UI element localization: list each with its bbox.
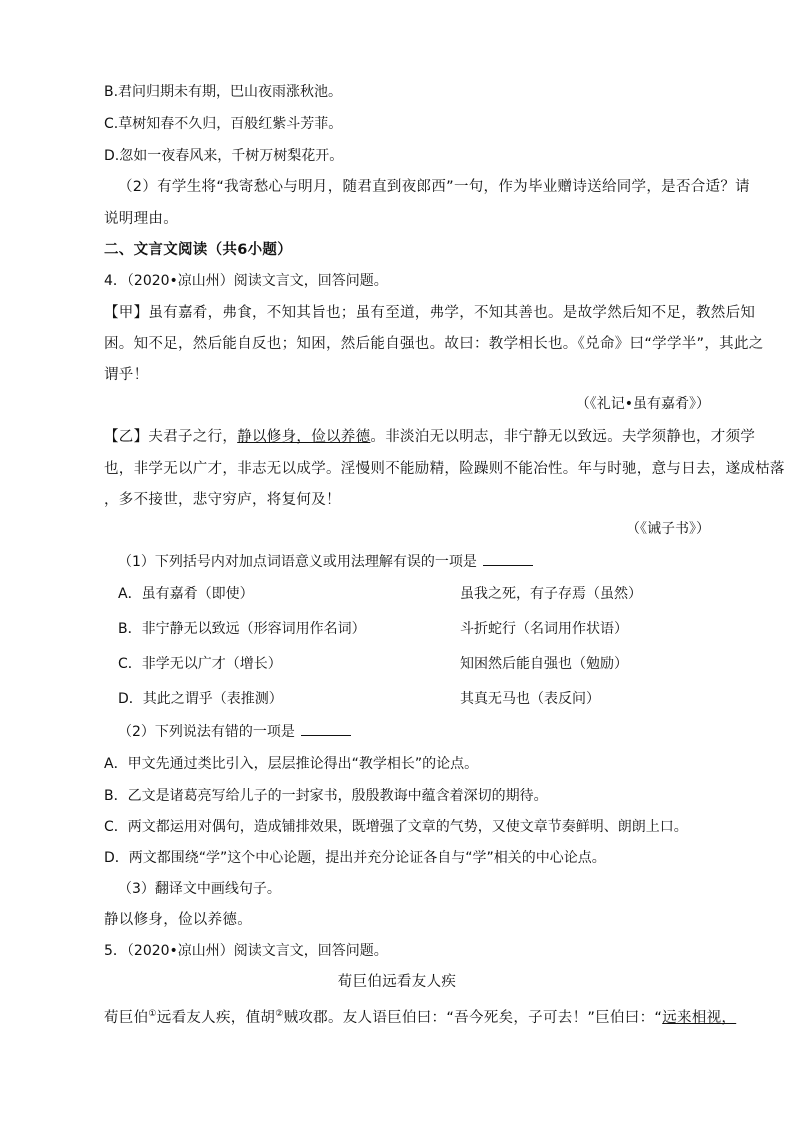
q4-yi-line2: 也，非学无以广才，非志无以成学。淫慢则不能励精，险躁则不能冶性。年与时驰，意与日去，遂成枯落 xyxy=(104,461,785,477)
q4-sub2-question xyxy=(118,721,351,742)
q4-yi-source: （《诫子书》） xyxy=(626,521,710,537)
q4-jia-line2: 困。知不足，然后能自反也；知困，然后能自强也。故曰：教学相长也。《兑命》曰“学学半”，其此之 xyxy=(104,336,764,352)
q4-sub2-question-text: （2）下列说法有错的一项是 xyxy=(118,724,295,740)
q3-option-c: C.草树知春不久归，百般红紫斗芳菲。 xyxy=(104,116,343,132)
q4-yi-line1-post: 。非淡泊无以明志，非宁静无以致远。夫学须静也，才须学 xyxy=(370,429,756,445)
q5-underlined-sentence: 远来相视， xyxy=(662,1009,737,1026)
q4-sub1-question xyxy=(118,551,533,572)
q4-jia-source: （《礼记•虽有嘉肴》） xyxy=(575,396,710,412)
q3-sub2-line1: （2）有学生将“我寄愁心与明月，随君直到夜郎西”一句，作为毕业赠诗送给同学，是否合适？请 xyxy=(118,179,750,195)
q5-line1-a: 荀巨伯 xyxy=(104,1009,149,1026)
q4-yi-line3: ，多不接世，悲守穷庐，将复何及！ xyxy=(104,492,341,508)
q4-sub3-sentence: 静以修身，俭以养德。 xyxy=(104,912,252,928)
footnote-marker-2: ② xyxy=(275,1009,284,1019)
q4-sub1-question-text: （1）下列括号内对加点词语意义或用法理解有误的一项是 xyxy=(118,554,477,570)
q4-jia-line1: 【甲】虽有嘉肴，弗食，不知其旨也；虽有至道，弗学，不知其善也。是故学然后知不足，教然后知 xyxy=(104,305,756,321)
q4-yi-line1-pre: 【乙】夫君子之行， xyxy=(104,429,238,445)
answer-blank xyxy=(301,721,351,736)
q4-sub1-option-d-left: D．其此之谓乎（表推测） xyxy=(118,691,283,707)
q4-yi-line1 xyxy=(104,427,755,447)
q4-sub2-option-d: D．两文都围绕“学”这个中心论题，提出并充分论证各自与“学”相关的中心论点。 xyxy=(104,850,606,866)
q3-option-d: D.忽如一夜春风来，千树万树梨花开。 xyxy=(104,148,344,164)
footnote-marker-1: ① xyxy=(148,1009,157,1019)
q4-sub1-option-b-left: B．非宁静无以致远（形容词用作名词） xyxy=(118,621,366,637)
q4-sub1-option-d-right: 其真无马也（表反问） xyxy=(460,691,600,707)
q5-line1-c: 贼攻郡。友人语巨伯曰：“吾今死矣，子可去！”巨伯曰：“ xyxy=(283,1009,663,1026)
q4-sub3-question: （3）翻译文中画线句子。 xyxy=(118,881,281,897)
q3-option-b: B.君问归期未有期，巴山夜雨涨秋池。 xyxy=(104,84,343,100)
q4-sub1-option-b-right: 斗折蛇行（名词用作状语） xyxy=(460,621,628,637)
q4-sub1-option-c-right: 知困然后能自强也（勉励） xyxy=(460,656,628,672)
q4-sub1-option-a-left: A．虽有嘉肴（即使） xyxy=(118,586,254,602)
q3-sub2-line2: 说明理由。 xyxy=(104,211,178,227)
q4-yi-underlined-sentence: 静以修身，俭以养德 xyxy=(237,429,371,445)
q5-passage-title: 荀巨伯远看友人疾 xyxy=(337,974,457,990)
q4-sub1-option-a-right: 虽我之死，有子存焉（虽然） xyxy=(460,586,642,602)
q4-sub2-option-a: A．甲文先通过类比引入，层层推论得出“教学相长”的论点。 xyxy=(104,756,479,772)
q5-header: 5．（2020•凉山州）阅读文言文，回答问题。 xyxy=(104,943,388,959)
q4-jia-line3: 谓乎！ xyxy=(104,367,149,383)
q5-passage-line1 xyxy=(104,1004,736,1028)
q4-sub1-option-c-left: C．非学无以广才（增长） xyxy=(118,656,282,672)
q5-line1-b: 远看友人疾，值胡 xyxy=(156,1009,276,1026)
answer-blank xyxy=(483,551,533,566)
section-title: 二、文言文阅读（共6小题） xyxy=(104,242,292,258)
q4-sub2-option-b: B．乙文是诸葛亮写给儿子的一封家书，殷殷教诲中蕴含着深切的期待。 xyxy=(104,788,548,804)
q4-header: 4．（2020•凉山州）阅读文言文，回答问题。 xyxy=(104,273,388,289)
q4-sub2-option-c: C．两文都运用对偶句，造成铺排效果，既增强了文章的气势，又使文章节奏鲜明、朗朗上口。 xyxy=(104,819,688,835)
